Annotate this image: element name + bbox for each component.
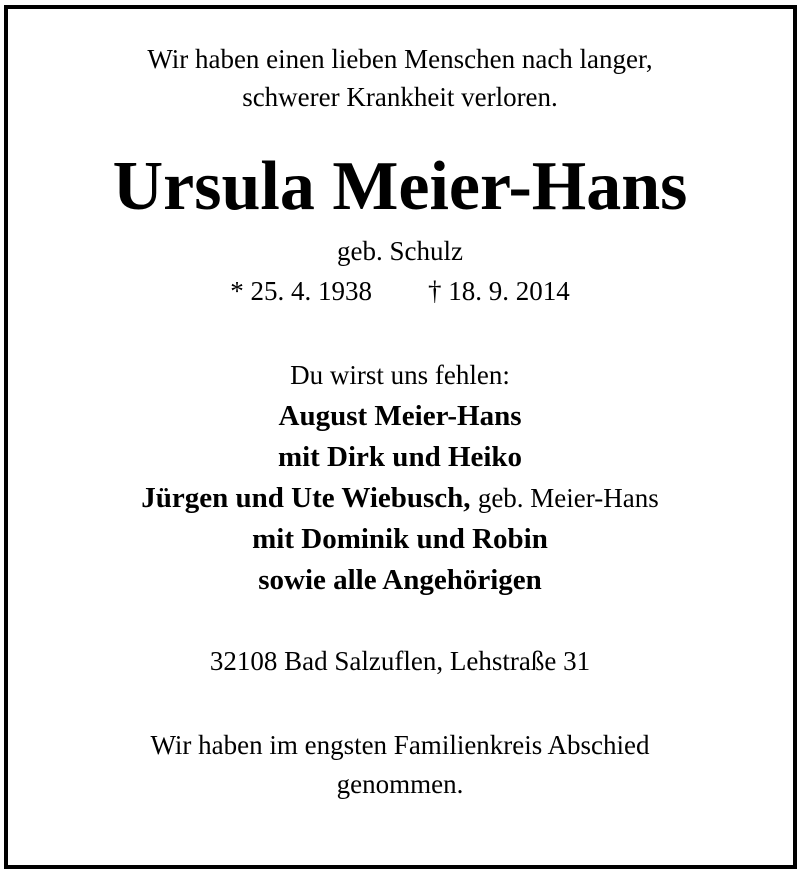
deceased-name: Ursula Meier-Hans xyxy=(112,148,688,225)
death-date: † 18. 9. 2014 xyxy=(428,276,570,306)
closing-line-2: genommen. xyxy=(336,769,464,799)
intro-line-1: Wir haben einen lieben Menschen nach langer, xyxy=(147,44,653,74)
mourner-line-2: mit Dirk und Heiko xyxy=(277,441,523,473)
mourners-intro: Du wirst uns fehlen: xyxy=(290,360,510,390)
address: 32108 Bad Salzuflen, Lehstraße 31 xyxy=(209,646,591,676)
mourner-line-4: mit Dominik und Robin xyxy=(252,523,548,555)
mourner-line-1: August Meier-Hans xyxy=(278,400,522,432)
closing-line-1: Wir haben im engsten Familienkreis Abschied xyxy=(150,730,650,760)
birth-date: * 25. 4. 1938 xyxy=(230,276,372,306)
maiden-name: geb. Schulz xyxy=(337,236,463,266)
mourner-line-3-maiden: geb. Meier-Hans xyxy=(477,483,659,513)
mourner-line-5: sowie alle Angehörigen xyxy=(258,564,542,596)
mourner-line-3 xyxy=(0,479,800,517)
mourner-line-3-names: Jürgen und Ute Wiebusch, xyxy=(141,482,471,514)
intro-line-2: schwerer Krankheit verloren. xyxy=(242,82,558,112)
life-dates xyxy=(0,273,800,309)
